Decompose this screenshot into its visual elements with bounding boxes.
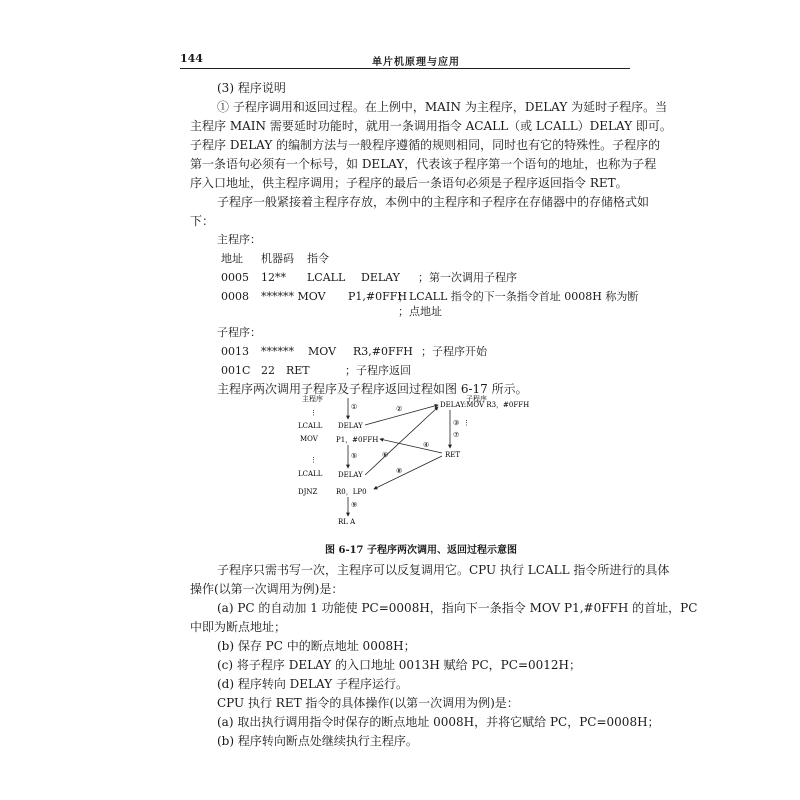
code-addr: 001C bbox=[221, 364, 251, 377]
code-machine: 22 bbox=[261, 364, 275, 377]
para1-line: ① 子程序调用和返回过程。在上例中，MAIN 为主程序，DELAY 为延时子程序。当 bbox=[217, 100, 668, 114]
main-program-label: 主程序： bbox=[217, 233, 261, 246]
fig-instr-label: DELAY bbox=[338, 471, 363, 479]
code-comment: ；子程序开始 bbox=[421, 345, 487, 358]
col-machine-code: 机器码 bbox=[261, 252, 294, 265]
fig-sub-title: 子程序 bbox=[466, 395, 487, 403]
body-line: 子程序只需书写一次，主程序可以反复调用它。CPU 执行 LCALL 指令所进行的具体 bbox=[217, 563, 670, 577]
running-title: 单片机原理与应用 bbox=[372, 57, 460, 68]
circled-number: ③ bbox=[453, 419, 460, 427]
fig-left-label: MOV bbox=[300, 435, 318, 443]
fig-left-label: LCALL bbox=[298, 422, 323, 430]
fig-main-title: 主程序 bbox=[302, 395, 323, 403]
fig-sub-label: ⋮ bbox=[463, 419, 470, 427]
sub-program-label: 子程序： bbox=[217, 326, 261, 339]
circled-number: ② bbox=[396, 405, 403, 413]
figure-intro: 主程序两次调用子程序及子程序返回过程如图 6-17 所示。 bbox=[217, 382, 528, 396]
code-comment: ；第一次调用子程序 bbox=[418, 271, 517, 284]
fig-sub-label: DELAY:MOV R3，#0FFH bbox=[440, 401, 530, 409]
fig-left-label: ⋮ bbox=[310, 456, 317, 464]
circled-number: ⑤ bbox=[351, 452, 358, 460]
body-line: 中即为断点地址； bbox=[190, 620, 287, 634]
fig-sub-label: RET bbox=[445, 451, 461, 459]
code-machine: ****** MOV bbox=[261, 290, 326, 303]
fig-left-label: DJNZ bbox=[298, 488, 318, 496]
call-return-diagram bbox=[290, 395, 530, 530]
fig-instr-label: RL A bbox=[338, 518, 356, 526]
col-address: 地址 bbox=[221, 252, 243, 265]
code-arg: R3,#0FFH bbox=[353, 345, 413, 358]
circled-number: ① bbox=[351, 403, 358, 411]
body-line: (a) PC 的自动加 1 功能使 PC=0008H，指向下一条指令 MOV P1,#0FFH 的首址，PC bbox=[217, 601, 698, 615]
fig-left-label: ⋮ bbox=[310, 409, 317, 417]
body-line: 操作(以第一次调用为例)是： bbox=[190, 582, 344, 596]
page-number: 144 bbox=[180, 52, 203, 65]
body-line: CPU 执行 RET 指令的具体操作(以第一次调用为例)是： bbox=[217, 696, 519, 710]
code-op: RET bbox=[286, 364, 310, 377]
figure-caption: 图 6-17 子程序两次调用、返回过程示意图 bbox=[325, 545, 517, 556]
code-addr: 0008 bbox=[221, 290, 249, 303]
para2-line: 下： bbox=[190, 214, 215, 228]
circled-number: ⑧ bbox=[396, 467, 403, 475]
header-rule bbox=[180, 68, 630, 69]
circled-number: ⑦ bbox=[453, 431, 460, 439]
para1-line: 序入口地址，供主程序调用；子程序的最后一条语句必须是子程序返回指令 RET。 bbox=[190, 176, 628, 190]
para1-line: 第一条语句必须有一个标号，如 DELAY，代表该子程序第一个语句的地址，也称为子程 bbox=[190, 157, 657, 171]
body-line: (d) 程序转向 DELAY 子程序运行。 bbox=[217, 677, 408, 691]
arrow-8 bbox=[374, 456, 442, 489]
code-addr: 0013 bbox=[221, 345, 249, 358]
code-comment-cont: ；点地址 bbox=[398, 305, 442, 318]
col-instruction: 指令 bbox=[307, 252, 329, 265]
body-line: (b) 程序转向断点处继续执行主程序。 bbox=[217, 734, 418, 748]
fig-instr-label: P1，#0FFH bbox=[336, 436, 379, 444]
para1-line: 主程序 MAIN 需要延时功能时，就用一条调用指令 ACALL（或 LCALL）DELAY 即可。 bbox=[190, 119, 672, 133]
code-machine: ****** bbox=[261, 345, 294, 358]
arrow-4 bbox=[380, 439, 442, 453]
section-heading: (3) 程序说明 bbox=[217, 81, 286, 95]
circled-number: ④ bbox=[423, 441, 430, 449]
para2-line: 子程序一般紧接着主程序存放，本例中的主程序和子程序在存储器中的存储格式如 bbox=[217, 195, 650, 209]
fig-left-label: LCALL bbox=[298, 470, 323, 478]
para1-line: 子程序 DELAY 的编制方法与一般程序遵循的规则相同，同时也有它的特殊性。子程序的 bbox=[190, 138, 661, 152]
code-machine: 12** bbox=[261, 271, 286, 284]
code-op: LCALL bbox=[307, 271, 346, 284]
circled-number: ⑥ bbox=[382, 451, 389, 459]
code-addr: 0005 bbox=[221, 271, 249, 284]
code-arg: P1,#0FFH bbox=[348, 290, 407, 303]
fig-instr-label: R0，LP0 bbox=[336, 488, 367, 496]
body-line: (c) 将子程序 DELAY 的入口地址 0013H 赋给 PC，PC=0012H； bbox=[217, 658, 581, 672]
code-comment: ；LCALL 指令的下一条指令首址 0008H 称为断 bbox=[398, 290, 639, 303]
body-line: (a) 取出执行调用指令时保存的断点地址 0008H，并将它赋给 PC，PC=0008H； bbox=[217, 715, 660, 729]
code-arg: DELAY bbox=[361, 271, 400, 284]
code-comment: ；子程序返回 bbox=[345, 364, 411, 377]
fig-instr-label: DELAY bbox=[338, 422, 363, 430]
code-op: MOV bbox=[308, 345, 337, 358]
circled-number: ⑨ bbox=[351, 501, 358, 509]
body-line: (b) 保存 PC 中的断点地址 0008H； bbox=[217, 639, 416, 653]
